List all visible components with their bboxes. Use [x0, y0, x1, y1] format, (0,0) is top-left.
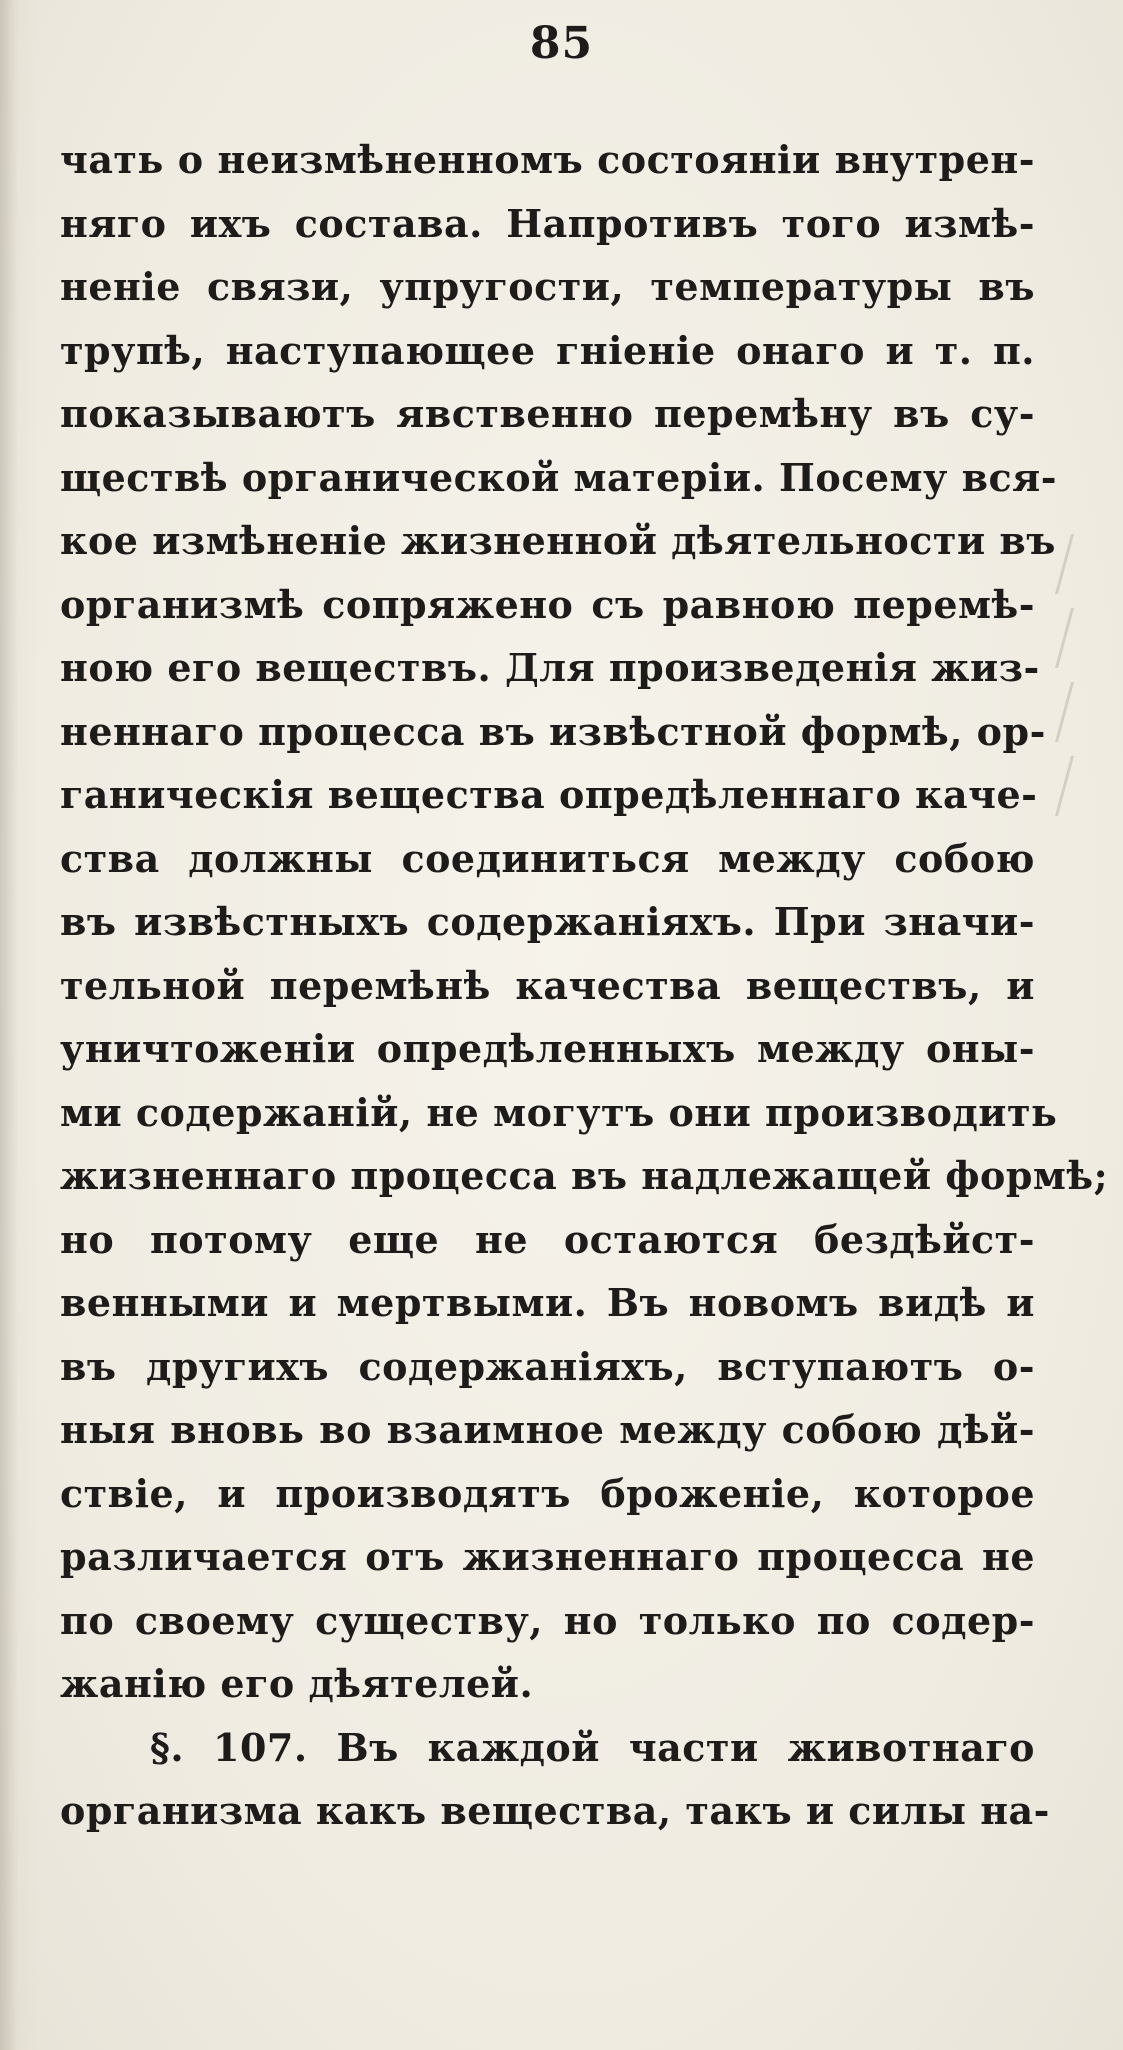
body-text — [60, 128, 1109, 1843]
text-line: жанiю его дѣятелей. — [60, 1661, 534, 1706]
text-line: ми содержанiй, не могутъ они производить — [60, 1089, 1058, 1135]
text-line: ствiе, и производятъ броженiе, котороe — [60, 1470, 1035, 1516]
text-line: организмѣ сопряжено съ равною перемѣ- — [60, 581, 1035, 627]
text-line: уничтоженiи опредѣленныхъ между оны- — [60, 1026, 1035, 1071]
text-line: чать о неизмѣненномъ состоянiи внутрен- — [60, 137, 1035, 182]
text-line: по своему существу, но только по содер- — [60, 1597, 1035, 1643]
text-line: кое измѣненiе жизненной дѣятельности въ — [60, 518, 1056, 563]
text-line: няго ихъ состава. Напротивъ того измѣ- — [60, 200, 1035, 246]
text-line: тельной перемѣнѣ качества веществъ, и — [60, 962, 1035, 1008]
text-line: ства должны соединиться между собою — [60, 835, 1035, 881]
show-through-marks — [1063, 520, 1123, 880]
text-line: ною его веществъ. Для произведенія жиз- — [60, 645, 1040, 690]
text-line: жизненнаго процесса въ надлежащей формѣ; — [60, 1153, 1109, 1198]
text-line: но потому еще не остаются бездѣйст- — [60, 1216, 1035, 1262]
text-line: ныя вновь во взаимное между собою дѣй- — [60, 1407, 1035, 1452]
text-line: различается отъ жизненнаго процесса не — [60, 1534, 1035, 1579]
text-line: показываютъ явственно перемѣну въ су- — [60, 391, 1035, 436]
text-line: ществѣ органической матерiи. Посему вся- — [60, 454, 1057, 500]
text-line: неннаго процесса въ извѣстной формѣ, ор- — [60, 708, 1046, 754]
text-line: трупѣ, наступающее гніеніе онаго и т. п. — [60, 327, 1035, 373]
text-line: ненiе связи, упругости, температуры въ — [60, 264, 1035, 309]
section-line: организма какъ вещества, такъ и силы на- — [60, 1788, 1050, 1833]
text-line: венными и мертвыми. Въ новомъ видѣ и — [60, 1280, 1035, 1325]
text-line: въ другихъ содержанiяхъ, вступаютъ о- — [60, 1343, 1035, 1389]
section-line: §. 107. Въ каждой части животнаго — [150, 1724, 1035, 1770]
text-line: ганическія вещества опредѣленнаго каче- — [60, 772, 1038, 817]
page-number: 85 — [529, 18, 594, 69]
text-line: въ извѣстныхъ содержанiяхъ. При значи- — [60, 899, 1035, 944]
